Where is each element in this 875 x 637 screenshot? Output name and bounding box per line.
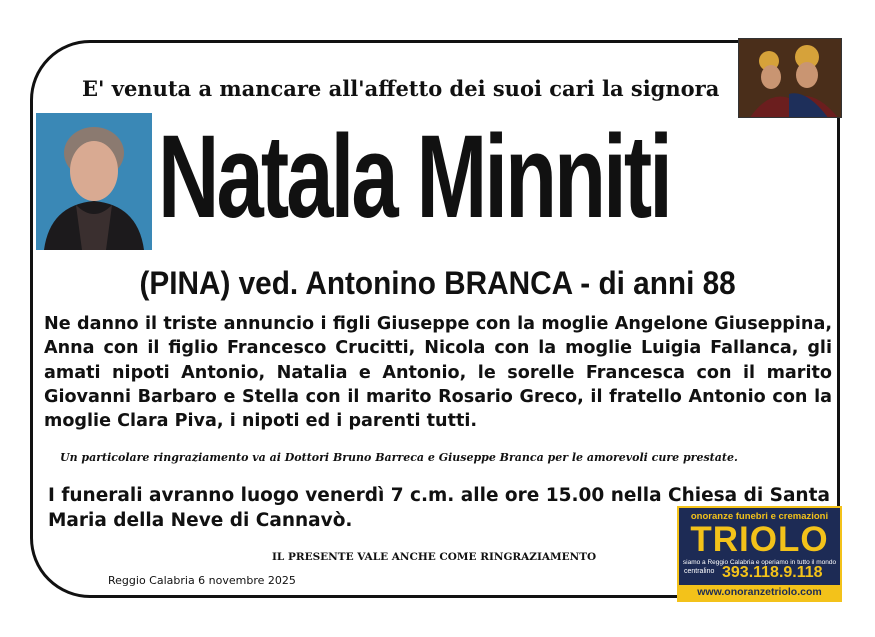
- funeral-info: I funerali avranno luogo venerdì 7 c.m. alle ore 15.00 nella Chiesa di Santa Maria della Neve di Cannavò.: [48, 485, 830, 531]
- acknowledgement-notice: IL PRESENTE VALE ANCHE COME RINGRAZIAMENTO: [272, 551, 597, 563]
- place-date: Reggio Calabria 6 novembre 2025: [108, 574, 296, 587]
- agency-website: www.onoranzetriolo.com: [679, 585, 840, 600]
- announcement-text: Ne danno il triste annuncio i figli Giuseppe con la moglie Angelone Giuseppina, Anna con il figlio Francesco Crucitti, Nicola con la moglie Luigia Fallanca, gli amati nipoti Antonio, Natalia e Antonio, le sorelle Francesca con il marito Giovanni Barbaro e Stella con il marito Rosario Greco, il fratello Antonio con la moglie Clara Piva, i nipoti ed i parenti tutti.: [44, 314, 832, 432]
- agency-logo: [677, 506, 842, 602]
- intro-text: E' venuta a mancare all'affetto dei suoi cari la signora: [82, 76, 720, 101]
- agency-tagline: onoranze funebri e cremazioni: [690, 511, 829, 522]
- religious-icon-image: [738, 38, 842, 118]
- deceased-photo: [36, 113, 152, 250]
- deceased-name: Natala Minniti: [158, 111, 670, 243]
- agency-slogan: siamo a Reggio Calabria e operiamo in tutto il mondo: [682, 559, 837, 566]
- deceased-subtitle-text: (PINA) ved. Antonino BRANCA - di anni 88: [139, 265, 736, 301]
- deceased-subtitle: [0, 265, 875, 302]
- agency-phone: 393.118.9.118: [722, 564, 823, 581]
- thanks-text: Un particolare ringraziamento va ai Dottori Bruno Barreca e Giuseppe Branca per le amorevoli cure prestate.: [60, 451, 738, 464]
- agency-name: TRIOLO: [690, 520, 829, 559]
- agency-phone-label: centralino: [684, 568, 715, 575]
